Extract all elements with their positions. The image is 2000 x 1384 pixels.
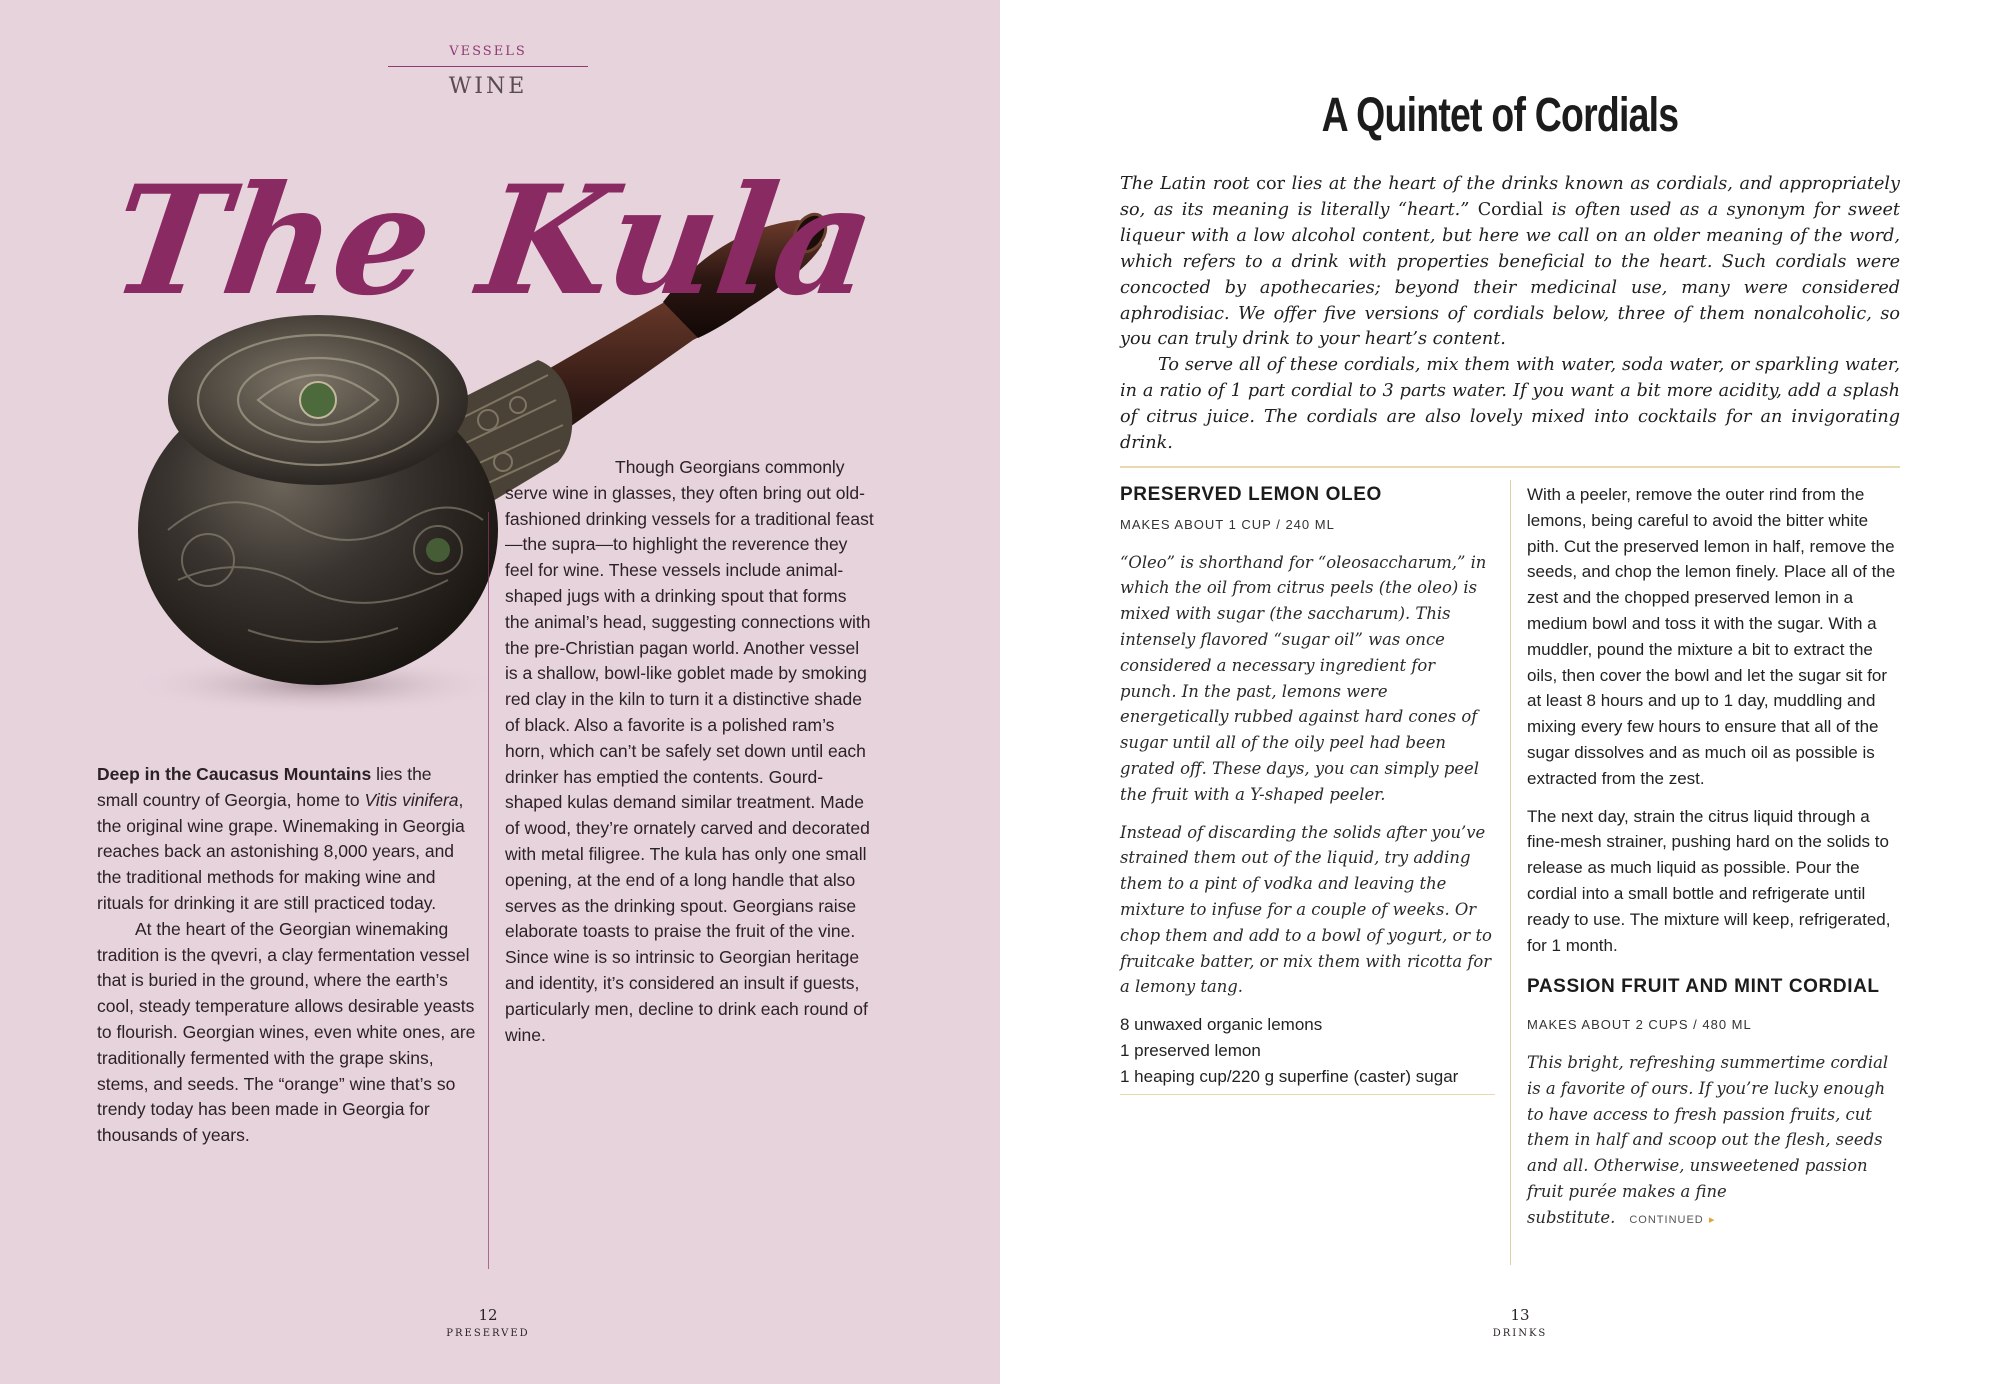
kula-title-text: The Kula — [101, 151, 886, 329]
intro-text-c: is often used as a synonym for sweet liqueur with a low alcohol content, but here we call on an older meaning of the word, which refers to a drink with properties beneficial to the heart. Such cordials were concocted by apothecaries; beyond their medicinal use, many were considered aphrodisiac. We offer five versions of cordials below, three of them nonalcoholic, so you can truly drink to your heart’s content. — [1120, 199, 1900, 350]
recipe-title-2: PASSION FRUIT AND MINT CORDIAL — [1527, 976, 1880, 998]
intro-word-cor: cor — [1256, 174, 1285, 194]
qvevri-paragraph: At the heart of the Georgian winemaking tradition is the qvevri, a clay fermentation vessel that is buried in the ground, where the earth’s cool, steady temperature allows desirable yeasts to flourish. Georgian wines, even white ones, are traditionally fermented with the grape skins, stems, and seeds. The “orange” wine that’s so trendy today has been made in Georgia for thousands of years. — [97, 918, 476, 1146]
section-title: WINE — [448, 74, 528, 99]
kula-title — [101, 128, 886, 348]
left-column-a — [97, 762, 477, 1149]
page-title: A Quintet of Cordials — [1321, 89, 1679, 142]
recipe-yield-2: MAKES ABOUT 2 CUPS / 480 ML — [1527, 1017, 1752, 1033]
section-kicker: VESSELS — [449, 44, 527, 59]
intro-paragraph-1 — [1120, 172, 1900, 353]
running-footer: PRESERVED — [446, 1328, 530, 1339]
column-divider — [488, 512, 489, 1269]
column-divider — [1510, 480, 1511, 1265]
left-folio — [408, 1306, 568, 1339]
ingredient-item: 1 preserved lemon — [1120, 1040, 1261, 1060]
running-footer: DRINKS — [1492, 1328, 1548, 1339]
continued-arrow-icon: ▸ — [1708, 1212, 1715, 1226]
right-page — [1000, 0, 2000, 1384]
intro-text-b: lies at the heart of the drinks known as cordials, and appropriately so, as its meaning is literally “heart.” — [1120, 174, 1901, 220]
recipe-headnote-2: Instead of discarding the solids after you’ve strained them out of the liquid, try adding them to a pint of vodka and leaving the mixture to infuse for a couple of weeks. Or chop them and add to a bowl of yogurt, or to fruitcake batter, or mix them with ricotta for a lemony tang. — [1120, 822, 1492, 997]
p1-text-a: lies the small country of Georgia, home to — [97, 764, 432, 810]
page-number: 12 — [478, 1306, 498, 1324]
p1-italic: Vitis vinifera — [364, 789, 459, 810]
recipe-column-right — [1527, 482, 1902, 1246]
method-step: With a peeler, remove the outer rind from the lemons, being careful to avoid the bitter white pith. Cut the preserved lemon in half, remove the seeds, and chop the lemon finely. Place all of the zest and the chopped preserved lemon in a medium bowl and toss it with the sugar. With a muddler, pound the mixture a bit to extract the oils, then cover the bowl and let the sugar sit for at least 8 hours and up to 1 day, muddling and mixing every few hours to ensure that all of the sugar dissolves and as much oil as possible is extracted from the zest. — [1527, 485, 1896, 788]
ingredient-item: 8 unwaxed organic lemons — [1120, 1015, 1323, 1035]
intro-word-cordial: Cordial — [1477, 199, 1544, 220]
intro-paragraph-2: To serve all of these cordials, mix them with water, soda water, or sparkling water, in a ratio of 1 part cordial to 3 parts water. If you want a bit more acidity, add a splash of citrus juice. The cordials are also lovely mixed into cocktails for an invigorating drink. — [1120, 355, 1900, 454]
ingredients-divider — [1120, 1094, 1495, 1095]
recipe-yield: MAKES ABOUT 1 CUP / 240 ML — [1120, 516, 1335, 532]
ingredient-item: 1 heaping cup/220 g superfine (caster) sugar — [1120, 1066, 1459, 1086]
intro-divider — [1120, 466, 1900, 468]
section-rule — [388, 66, 588, 67]
recipe-headnote: “Oleo” is shorthand for “oleosaccharum,” in which the oil from citrus peels (the oleo) is mixed with sugar (the saccharum). This intensely flavored “sugar oil” was once considered a necessary ingredient for punch. In the past, lemons were energetically rubbed against hard cones of sugar until all of the oily peel had been grated off. These days, you can simply peel the fruit with a Y-shaped peeler. — [1120, 552, 1487, 804]
continued-label: CONTINUED — [1629, 1213, 1704, 1226]
page-number: 13 — [1510, 1306, 1530, 1324]
lead-in: Deep in the Caucasus Mountains — [97, 764, 372, 784]
intro-text-a: The Latin root — [1120, 174, 1257, 194]
right-folio — [1440, 1306, 1600, 1339]
intro-paragraph — [97, 762, 477, 917]
recipe2-desc-text: This bright, refreshing summertime cordial is a favorite of ours. If you’re lucky enough to have access to fresh passion fruits, cut them in half and scoop out the flesh, seeds and all. Otherwise, unsweetened passion fruit purée makes a fine substitute. — [1527, 1052, 1889, 1227]
p1-text-b: , the original wine grape. Winemaking in Georgia reaches back an astonishing 8,000 years, and the traditional methods for making wine and rituals for drinking it are still practiced today. — [97, 789, 465, 913]
left-column-b — [505, 455, 875, 1048]
recipe-headnote-3 — [1527, 1050, 1902, 1234]
method-step: The next day, strain the citrus liquid through a fine-mesh strainer, pushing hard on the solids to release as much liquid as possible. Pour the cordial into a small bottle and refrigerate until ready to use. The mixture will keep, refrigerated, for 1 month. — [1527, 806, 1891, 955]
vessels-paragraph: Though Georgians commonly serve wine in glasses, they often bring out old-fashioned drinking vessels for a traditional feast—the supra—to highlight the reverence they feel for wine. These vessels include animal-shaped jugs with a drinking spout that forms the animal’s head, suggesting connections with the pre-Christian pagan world. Another vessel is a shallow, bowl-like goblet made by smoking red clay in the kiln to turn it a distinctive shade of black. Also a favorite is a polished ram’s horn, which can’t be safely set down until each drinker has emptied the contents. Gourd-shaped kulas demand similar treatment. Made of wood, they’re ornately carved and decorated with metal filigree. The kula has only one small opening, at the end of a long handle that also serves as the drinking spout. Georgians raise elaborate toasts to praise the fruit of the vine. Since wine is so intrinsic to Georgian heritage and identity, it’s considered an insult if guests, particularly men, decline to drink each round of wine. — [505, 457, 874, 1045]
intro-text — [1120, 172, 1900, 457]
recipe-title: PRESERVED LEMON OLEO — [1120, 484, 1382, 505]
recipe-column-left — [1120, 482, 1495, 1090]
